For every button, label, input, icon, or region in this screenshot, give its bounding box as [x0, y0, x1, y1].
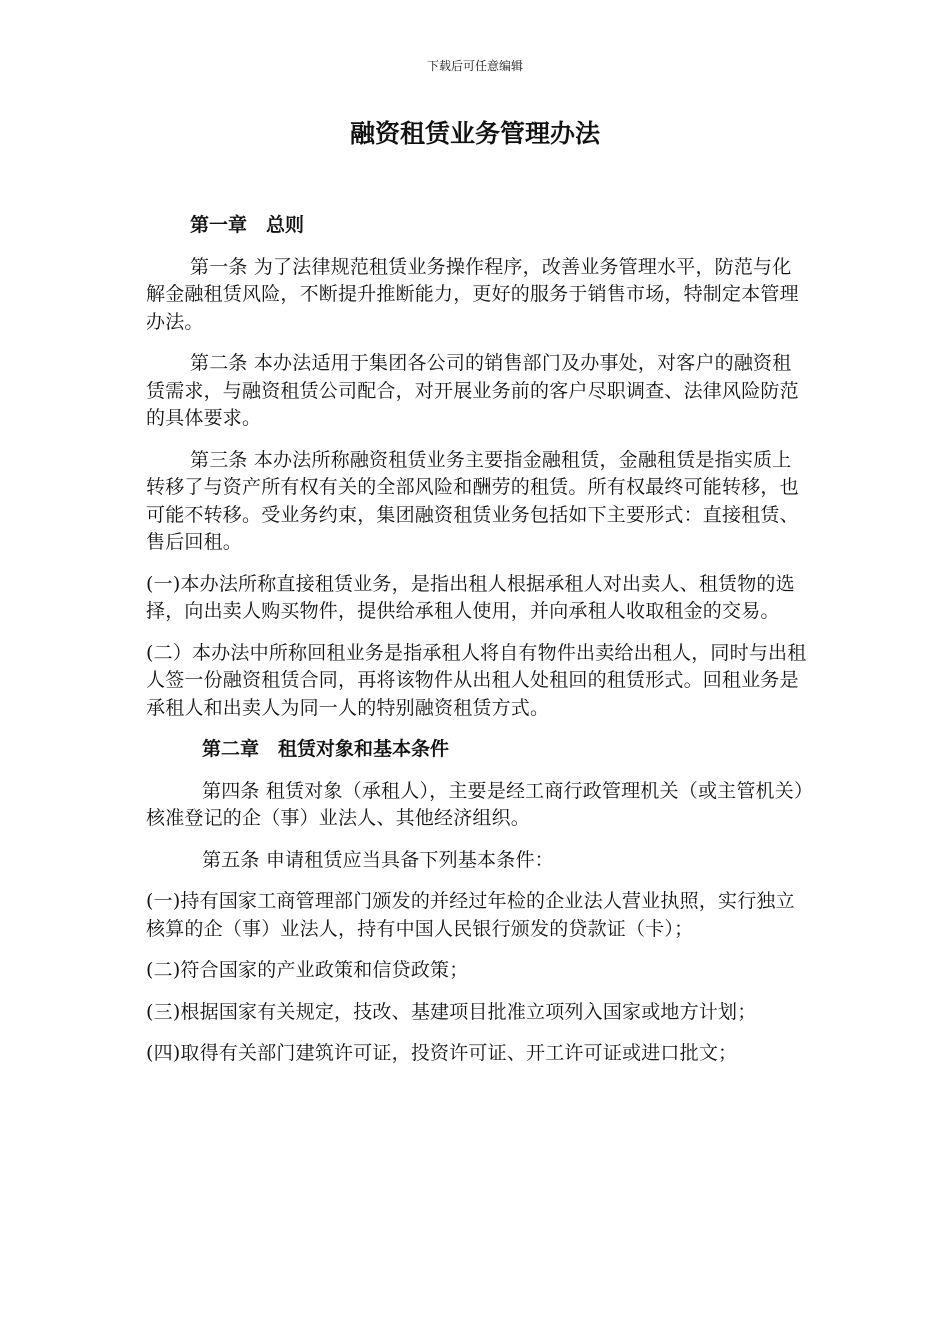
clause-paragraph: (二)符合国家的产业政策和信贷政策；	[146, 959, 469, 981]
clause-paragraph: (一)本办法所称直接租赁业务，是指出租人根据承租人对出卖人、租赁物的选择，向出卖人购买物件，提供给承租人使用，并向承租人收取租金的交易。	[146, 572, 795, 622]
chapter-heading: 第一章 总则	[190, 214, 305, 236]
document-title: 融资租赁业务管理办法	[349, 119, 600, 148]
article-paragraph: 第四条 租赁对象（承租人），主要是经工商行政管理机关（或主管机关）核准登记的企（事）业法人、其他经济组织。	[146, 779, 804, 829]
document-body	[146, 212, 810, 1082]
clause-paragraph: (四)取得有关部门建筑许可证，投资许可证、开工许可证或进口批文；	[146, 1042, 738, 1064]
clause-paragraph: (三)根据国家有关规定，技改、基建项目批准立项列入国家或地方计划；	[146, 1000, 757, 1023]
article-paragraph: 第二条 本办法适用于集团各公司的销售部门及办事处，对客户的融资租赁需求，与融资租赁公司配合，对开展业务前的客户尽职调查、法律风险防范的具体要求。	[146, 352, 799, 429]
chapter-heading: 第二章 租赁对象和基本条件	[202, 738, 450, 760]
clause-paragraph: (二）本办法中所称回租业务是指承租人将自有物件出卖给出租人，同时与出租人签一份融资租赁合同，再将该物件从出租人处租回的租赁形式。回租业务是承租人和出卖人为同一人的特别融资租赁方式。	[146, 641, 807, 719]
article-paragraph: 第五条 申请租赁应当具备下列基本条件：	[202, 848, 554, 871]
clause-paragraph: (一)持有国家工商管理部门颁发的并经过年检的企业法人营业执照，实行独立核算的企（事）业法人，持有中国人民银行颁发的贷款证（卡）；	[146, 890, 795, 940]
article-paragraph: 第三条 本办法所称融资租赁业务主要指金融租赁，金融租赁是指实质上转移了与资产所有权有关的全部风险和酬劳的租赁。所有权最终可能转移，也可能不转移。受业务约束，集团融资租赁业务包括如下主要形式：直接租赁、售后回租。	[146, 448, 799, 553]
page-header: 下载后可任意编辑	[426, 59, 523, 73]
article-paragraph: 第一条 为了法律规范租赁业务操作程序，改善业务管理水平，防范与化解金融租赁风险，不断提升推断能力，更好的服务于销售市场，特制定本管理办法。	[146, 255, 799, 333]
